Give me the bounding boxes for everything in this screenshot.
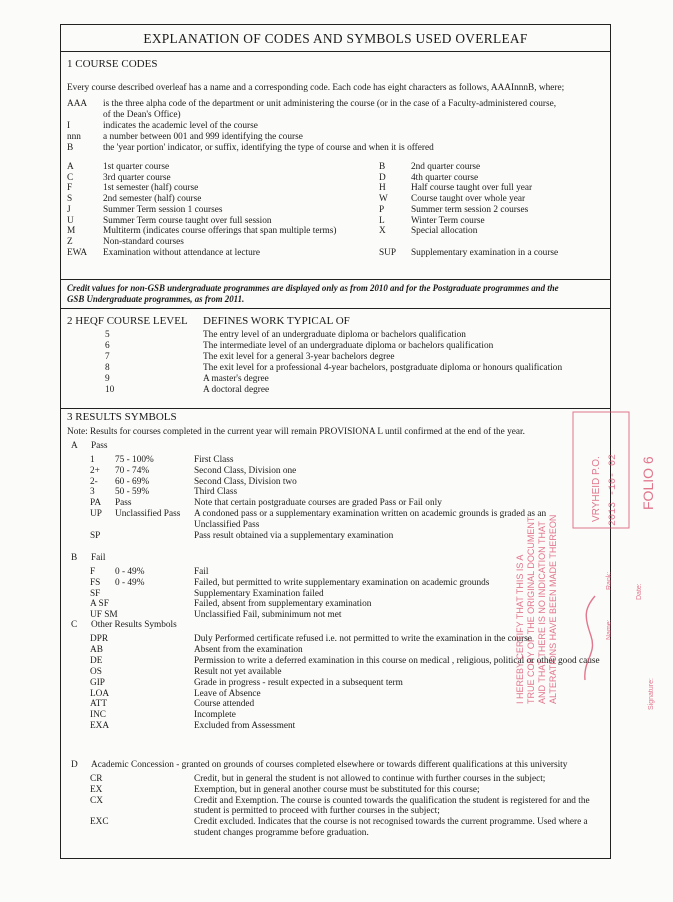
result-symbol: F — [90, 567, 96, 577]
suffix-description: 2nd semester (half) course — [103, 194, 202, 205]
result-symbol: A SF — [90, 599, 109, 610]
suffix-description: Examination without attendance at lecture — [103, 247, 260, 258]
suffix-description: 1st semester (half) course — [103, 183, 199, 194]
result-description: Second Class, Division one — [194, 465, 297, 476]
result-description: Credit, but in general the student is not allowed to continue with further courses in the subject; — [194, 774, 546, 784]
result-symbol: DE — [90, 655, 103, 666]
suffix-description: Special allocation — [411, 226, 478, 237]
divider — [61, 308, 610, 309]
result-description: Leave of Absence — [194, 688, 261, 699]
heqf-description: The exit level for a general 3-year bachelors degree — [203, 352, 395, 362]
suffix-code: B — [379, 162, 386, 172]
stamp-line: AND THAT THERE IS NO INDICATION THAT — [537, 521, 547, 704]
stamp-line: I HEREBY CERTIFY THAT THIS IS A — [515, 554, 525, 704]
result-description: Note that certain postgraduate courses are graded Pass or Fail only — [194, 498, 442, 509]
result-symbol: EXC — [90, 817, 109, 828]
suffix-code: P — [379, 204, 385, 215]
divider — [61, 408, 610, 409]
group-title: Other Results Symbols — [91, 620, 177, 630]
result-range: 75 - 100% — [115, 455, 154, 465]
group-title: Pass — [91, 441, 108, 451]
result-description: Failed, absent from supplementary examination — [194, 599, 372, 610]
result-range: 0 - 49% — [115, 567, 145, 577]
result-description: Third Class — [194, 487, 238, 498]
result-symbol: AB — [90, 644, 103, 655]
heqf-description: A master's degree — [203, 374, 269, 384]
result-symbol: CX — [90, 795, 103, 806]
code-symbol: AAA — [67, 99, 88, 109]
result-description: Fail — [194, 567, 209, 577]
suffix-description: 2nd quarter course — [411, 162, 481, 172]
result-symbol: 3 — [90, 487, 95, 498]
section-2-heading: 2 HEQF COURSE LEVEL — [67, 315, 188, 327]
stamp-line: ALTERATIONS HAVE BEEN MADE THEREON — [548, 514, 558, 704]
result-description: Credit excluded. Indicates that the course is not recognised towards the current programme. Used where a — [194, 817, 588, 828]
result-symbol: DPR — [90, 634, 109, 644]
group-title: Academic Concession - granted on grounds of courses completed elsewhere or towards different qualifications at this university — [91, 760, 568, 770]
suffix-description: 1st quarter course — [103, 162, 170, 172]
result-symbol: GIP — [90, 677, 105, 688]
result-symbol: LOA — [90, 688, 110, 699]
result-range: 70 - 74% — [115, 465, 150, 476]
group-letter: C — [71, 620, 78, 630]
page-title: EXPLANATION OF CODES AND SYMBOLS USED OVERLEAF — [143, 31, 528, 46]
group-letter: D — [71, 760, 78, 770]
suffix-description: 4th quarter course — [411, 172, 479, 183]
suffix-code: C — [67, 172, 74, 183]
stamp-rank-label: Rank: — [606, 571, 613, 590]
group-letter: B — [71, 553, 78, 563]
result-symbol: 2- — [90, 476, 98, 487]
result-description: Pass result obtained via a supplementary examination — [194, 530, 394, 541]
heqf-level: 6 — [105, 341, 110, 351]
suffix-code: L — [379, 215, 385, 226]
suffix-description: Non-standard courses — [103, 236, 184, 247]
stamp-name-label: Name: — [606, 619, 613, 640]
result-description: student changes programme before graduation. — [194, 828, 369, 838]
section-1-heading: 1 COURSE CODES — [67, 58, 158, 70]
suffix-code: H — [379, 183, 386, 194]
heqf-level: 9 — [105, 374, 110, 384]
suffix-description: Winter Term course — [411, 215, 485, 226]
result-range: 50 - 59% — [115, 487, 150, 498]
divider — [61, 279, 610, 280]
result-description: Unclassified Fail, subminimum not met — [194, 610, 342, 621]
result-symbol: UF SM — [90, 610, 118, 621]
suffix-code: A — [67, 162, 74, 172]
suffix-description: Summer Term session 1 courses — [103, 204, 223, 215]
stamp-signature-label: Signature: — [648, 678, 655, 710]
result-symbol: EXA — [90, 721, 110, 732]
stamp-date-label: Date: — [636, 583, 643, 600]
heqf-level: 5 — [105, 330, 110, 340]
code-symbol: B — [67, 143, 74, 153]
code-symbol: nnn — [67, 132, 81, 142]
result-symbol: SF — [90, 588, 101, 599]
stamp-text — [515, 515, 558, 704]
heqf-description: The entry level of an undergraduate diploma or bachelors qualification — [203, 330, 466, 340]
result-description: Result not yet available — [194, 666, 282, 677]
result-range: Pass — [115, 498, 132, 509]
result-description: Absent from the examination — [194, 644, 303, 655]
stamp-date: 2013 -10- 02 — [608, 453, 619, 526]
code-symbol: I — [67, 121, 71, 131]
document-page — [60, 24, 656, 859]
heqf-level: 7 — [105, 352, 110, 362]
suffix-code: J — [67, 204, 71, 215]
heqf-level: 10 — [105, 385, 115, 395]
result-description: Credit and Exemption. The course is counted towards the qualification the student is registered for and the — [194, 795, 590, 806]
title-divider — [61, 51, 610, 52]
code-description: a number between 001 and 999 identifying the course — [103, 132, 303, 142]
result-description: Unclassified Pass — [194, 519, 260, 530]
suffix-description: Summer Term course taught over full session — [103, 215, 272, 226]
suffix-description: Half course taught over full year — [411, 183, 533, 194]
course-code-intro: Every course described overleaf has a name and a corresponding code. Each code has eight characters as follows, AAAInnnB, where; — [67, 83, 565, 93]
code-description: the 'year portion' indicator, or suffix, identifying the type of course and when it is offered — [103, 143, 434, 153]
result-description: student is permitted to proceed with further courses in the subject; — [194, 806, 440, 817]
heqf-level: 8 — [105, 363, 110, 373]
result-range: 60 - 69% — [115, 476, 150, 487]
result-symbol: CR — [90, 774, 103, 784]
result-description: A condoned pass or a supplementary examination written on academic grounds is graded as an — [194, 509, 547, 519]
section-2-heading-work: DEFINES WORK TYPICAL OF — [203, 315, 350, 327]
suffix-code: W — [379, 194, 388, 205]
heqf-description: The intermediate level of an undergraduate diploma or bachelors qualification — [203, 341, 494, 351]
suffix-code: Z — [67, 236, 73, 247]
handwritten-signature — [585, 596, 595, 680]
result-symbol: PA — [90, 498, 102, 509]
result-description: Excluded from Assessment — [194, 721, 296, 732]
code-description: indicates the academic level of the course — [103, 121, 258, 131]
date-stamp-box — [573, 412, 629, 528]
result-description: Duly Performed certificate refused i.e. not permitted to write the examination in the course — [194, 634, 532, 644]
result-description: First Class — [194, 455, 234, 465]
result-symbol: OS — [90, 666, 102, 677]
suffix-code: D — [379, 172, 386, 183]
code-description: of the Dean's Office) — [103, 110, 181, 120]
result-description: Course attended — [194, 699, 255, 710]
result-symbol: SP — [90, 530, 101, 541]
result-description: Incomplete — [194, 710, 236, 721]
result-symbol: INC — [90, 710, 107, 721]
result-symbol: FS — [90, 577, 101, 588]
result-symbol: ATT — [90, 699, 108, 710]
suffix-code: SUP — [379, 247, 397, 258]
group-title: Fail — [91, 553, 106, 563]
result-symbol: 2+ — [90, 465, 100, 476]
stamp-folio: FOLIO 6 — [640, 456, 656, 510]
suffix-code: M — [67, 226, 76, 237]
result-symbol: 1 — [90, 455, 95, 465]
heqf-description: The exit level for a professional 4-year bachelors, postgraduate diploma or honours qualification — [203, 363, 563, 373]
suffix-code: F — [67, 183, 73, 194]
result-symbol: UP — [90, 509, 102, 519]
suffix-description: Multiterm (indicates course offerings that span multiple terms) — [103, 226, 337, 237]
stamp-line: TRUE COPY OF THE ORIGINAL DOCUMENT — [526, 516, 536, 704]
suffix-code: U — [67, 215, 74, 226]
provisional-note: Note: Results for courses completed in the current year will remain PROVISIONA L until confirmed at the end of the year. — [67, 427, 525, 437]
result-symbol: EX — [90, 784, 103, 795]
result-description: Failed, but permitted to write supplementary examination on academic grounds — [194, 577, 490, 588]
suffix-description: 3rd quarter course — [103, 172, 171, 183]
suffix-description: Supplementary examination in a course — [411, 247, 559, 258]
credit-note-line-1: Credit values for non-GSB undergraduate programmes are displayed only as from 2010 and for the Postgraduate programmes and the — [67, 283, 559, 293]
code-description: is the three alpha code of the department or unit administering the course (or in the case of a Faculty-administered course, — [103, 99, 557, 109]
section-3-heading: 3 RESULTS SYMBOLS — [67, 411, 177, 423]
result-description: Second Class, Division two — [194, 476, 297, 487]
suffix-code: X — [379, 226, 386, 237]
suffix-code: EWA — [67, 247, 88, 258]
result-description: Grade in progress - result expected in a subsequent term — [194, 677, 403, 688]
result-description: Supplementary Examination failed — [194, 588, 324, 599]
group-letter: A — [71, 441, 78, 451]
suffix-description: Course taught over whole year — [411, 194, 526, 205]
result-range: Unclassified Pass — [115, 509, 181, 519]
result-range: 0 - 49% — [115, 577, 145, 588]
credit-note-line-2: GSB Undergraduate programmes, as from 2011. — [67, 294, 245, 304]
stamp-office: VRYHEID P.O. — [591, 456, 602, 522]
heqf-description: A doctoral degree — [203, 385, 270, 395]
suffix-code: S — [67, 194, 73, 205]
result-description: Exemption, but in general another course must be substituted for this course; — [194, 784, 480, 795]
suffix-description: Summer term session 2 courses — [411, 204, 529, 215]
result-description: Permission to write a deferred examination in this course on medical , religious, political or other good cause — [194, 655, 600, 666]
